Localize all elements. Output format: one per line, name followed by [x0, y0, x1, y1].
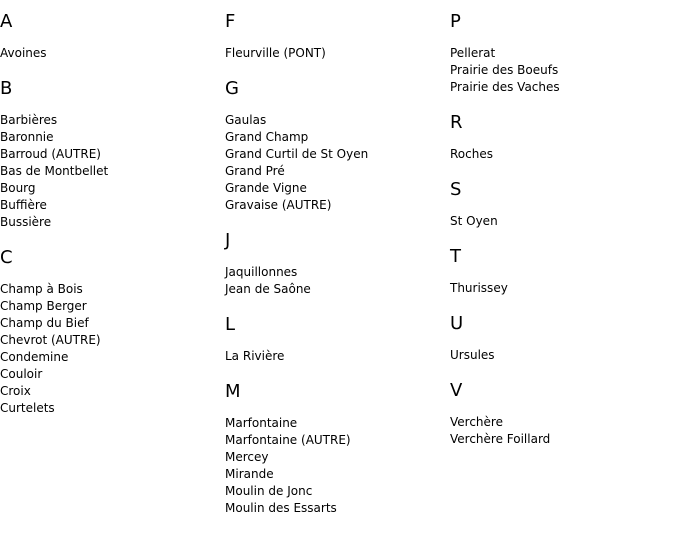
letter-group: [450, 177, 670, 230]
place-list: [450, 45, 670, 96]
letter-heading: F: [225, 11, 236, 32]
letter-group: [225, 379, 445, 517]
place-link[interactable]: Grand Champ: [225, 130, 309, 144]
place-list: [450, 347, 670, 364]
place-list: [450, 213, 670, 230]
place-link[interactable]: Croix: [0, 384, 31, 398]
letter-heading: S: [450, 179, 462, 200]
letter-heading: B: [0, 78, 13, 99]
letter-group: [225, 9, 445, 62]
letter-group: [450, 9, 670, 96]
place-link[interactable]: Gravaise (AUTRE): [225, 198, 332, 212]
place-link[interactable]: Roches: [450, 147, 493, 161]
letter-heading: T: [450, 246, 461, 267]
place-link[interactable]: Bussière: [0, 215, 52, 229]
place-list: [0, 45, 220, 62]
letter-heading: M: [225, 381, 241, 402]
place-link[interactable]: Mirande: [225, 467, 274, 481]
place-list: [225, 264, 445, 298]
place-link[interactable]: Thurissey: [450, 281, 508, 295]
place-link[interactable]: Baronnie: [0, 130, 54, 144]
index-column-3: [450, 9, 670, 462]
place-link[interactable]: Marfontaine: [225, 416, 298, 430]
place-link[interactable]: Verchère Foillard: [450, 432, 551, 446]
place-link[interactable]: Champ à Bois: [0, 282, 83, 296]
letter-heading: V: [450, 380, 463, 401]
place-link[interactable]: Couloir: [0, 367, 43, 381]
place-list: [225, 415, 445, 517]
letter-heading: A: [0, 11, 13, 32]
letter-heading: C: [0, 247, 13, 268]
place-link[interactable]: Grand Pré: [225, 164, 285, 178]
place-link[interactable]: Prairie des Boeufs: [450, 63, 559, 77]
place-list: [450, 414, 670, 448]
place-link[interactable]: Buffière: [0, 198, 47, 212]
place-link[interactable]: Grande Vigne: [225, 181, 307, 195]
place-link[interactable]: Moulin des Essarts: [225, 501, 337, 515]
place-link[interactable]: Pellerat: [450, 46, 496, 60]
letter-group: [0, 9, 220, 62]
place-list: [225, 348, 445, 365]
letter-group: [225, 76, 445, 214]
place-link[interactable]: Jean de Saône: [225, 282, 311, 296]
letter-group: [0, 245, 220, 417]
index-column-1: [0, 9, 220, 431]
letter-heading: P: [450, 11, 461, 32]
place-link[interactable]: Marfontaine (AUTRE): [225, 433, 351, 447]
place-link[interactable]: Avoines: [0, 46, 47, 60]
letter-group: [225, 228, 445, 298]
place-link[interactable]: St Oyen: [450, 214, 498, 228]
place-list: [0, 281, 220, 417]
letter-heading: R: [450, 112, 463, 133]
place-link[interactable]: Barroud (AUTRE): [0, 147, 101, 161]
place-list: [0, 112, 220, 231]
place-link[interactable]: Mercey: [225, 450, 269, 464]
place-link[interactable]: Jaquillonnes: [225, 265, 298, 279]
place-link[interactable]: Bas de Montbellet: [0, 164, 109, 178]
letter-heading: J: [225, 230, 231, 251]
place-link[interactable]: Curtelets: [0, 401, 55, 415]
letter-group: [450, 378, 670, 448]
place-list: [450, 280, 670, 297]
letter-group: [450, 311, 670, 364]
place-link[interactable]: Prairie des Vaches: [450, 80, 560, 94]
letter-group: [450, 110, 670, 163]
place-link[interactable]: Verchère: [450, 415, 503, 429]
place-link[interactable]: Moulin de Jonc: [225, 484, 313, 498]
letter-group: [450, 244, 670, 297]
place-link[interactable]: Chevrot (AUTRE): [0, 333, 101, 347]
index-column-2: [225, 9, 445, 531]
letter-heading: G: [225, 78, 239, 99]
place-link[interactable]: Champ du Bief: [0, 316, 89, 330]
place-list: [225, 45, 445, 62]
place-link[interactable]: Bourg: [0, 181, 36, 195]
place-link[interactable]: Champ Berger: [0, 299, 87, 313]
place-link[interactable]: Condemine: [0, 350, 69, 364]
place-link[interactable]: La Rivière: [225, 349, 285, 363]
letter-heading: U: [450, 313, 464, 334]
letter-heading: L: [225, 314, 236, 335]
place-list: [225, 112, 445, 214]
place-link[interactable]: Barbières: [0, 113, 58, 127]
place-link[interactable]: Gaulas: [225, 113, 267, 127]
place-link[interactable]: Ursules: [450, 348, 495, 362]
place-list: [450, 146, 670, 163]
place-link[interactable]: Grand Curtil de St Oyen: [225, 147, 369, 161]
letter-group: [225, 312, 445, 365]
letter-group: [0, 76, 220, 231]
place-link[interactable]: Fleurville (PONT): [225, 46, 326, 60]
